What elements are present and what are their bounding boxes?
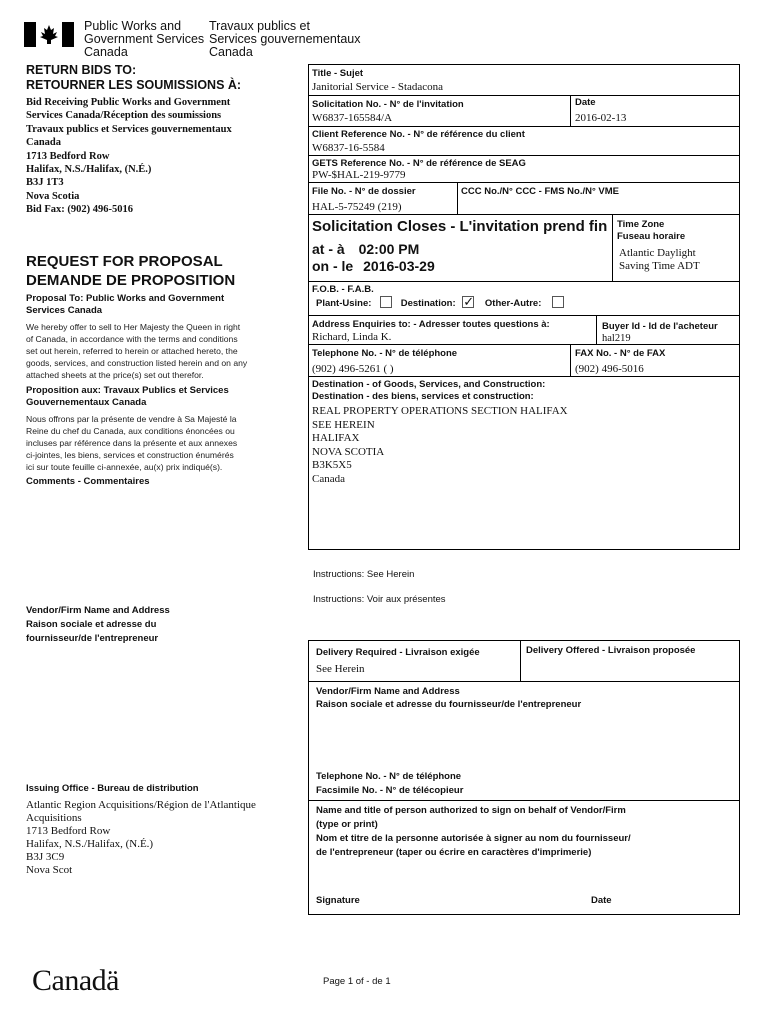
vendor-telephone-label: Telephone No. - N° de téléphone	[316, 771, 462, 782]
destination-checkbox[interactable]	[462, 293, 475, 309]
destination-goods-label: Destination - of Goods, Services, and Construction: Destination - des biens, services et construction:	[312, 379, 546, 402]
issuing-office-address: Atlantic Region Acquisitions/Région de l'Atlantique Acquisitions 1713 Bedford Row Halifax, N.S./Halifax, (N.É.) B3J 3C9 Nova Scot	[26, 799, 256, 876]
closing-date-value: 2016-03-29	[363, 258, 435, 274]
vendor-name-field[interactable]	[314, 714, 734, 766]
header-en-department: Public Works and Government Services Canada	[84, 19, 205, 59]
solicitation-closes-title: Solicitation Closes - L'invitation prend fin	[312, 218, 608, 235]
timezone-value: Atlantic Daylight Saving Time ADT	[619, 247, 700, 272]
solicitation-no-label: Solicitation No. - N° de l'invitation	[312, 99, 464, 110]
vendor-name-label: Vendor/Firm Name and Address Raison sociale et adresse du fournisseur/de l'entrepreneur	[316, 686, 582, 710]
page-number: Page 1 of - de 1	[323, 976, 391, 987]
other-checkbox[interactable]	[552, 296, 564, 308]
checkmark-icon: ✓	[463, 293, 475, 309]
instructions-en: Instructions: See Herein	[313, 569, 415, 580]
delivery-required-label: Delivery Required - Livraison exigée	[316, 647, 480, 658]
comments-label: Comments - Commentaires	[26, 476, 150, 487]
ccc-no-label: CCC No./N° CCC - FMS No./N° VME	[461, 186, 620, 197]
authorized-person-field[interactable]	[314, 862, 734, 890]
closing-time	[312, 241, 419, 257]
destination-label: Destination:	[400, 298, 456, 309]
telephone-value: (902) 496-5261 ( )	[312, 363, 394, 375]
other-label: Other-Autre:	[484, 298, 542, 309]
closing-time-value: 02:00 PM	[358, 241, 420, 257]
proposal-to-text: We hereby offer to sell to Her Majesty the Queen in right of Canada, in accordance with the terms and conditions set out herein, referred to herein or attached hereto, the goods, services, and construction listed herein and on any attached sheets at the price(s) set out therefor.	[26, 322, 248, 380]
return-bids-address: Bid Receiving Public Works and Government Services Canada/Réception des soumissions Travaux publics et Services gouvernementaux Canada 1713 Bedford Row Halifax, N.S./Halifax, (N.É.) B3J 1T3 Nova Scotia Bid Fax: (902) 496-5016	[26, 97, 232, 216]
fob-options	[316, 293, 564, 309]
title-value: Janitorial Service - Stadacona	[312, 81, 444, 93]
date-value: 2016-02-13	[575, 112, 627, 124]
telephone-label: Telephone No. - N° de téléphone	[312, 348, 458, 359]
header-fr-department: Travaux publics et Services gouvernementaux Canada	[209, 19, 361, 59]
proposal-to-label: Proposal To: Public Works and Government Services Canada	[26, 293, 225, 316]
address-enquiries-label: Address Enquiries to: - Adresser toutes questions à:	[312, 319, 550, 330]
file-no-value: HAL-5-75249 (219)	[312, 201, 402, 213]
vendor-facsimile-label: Facsimile No. - N° de télécopieur	[316, 785, 464, 796]
rfp-title: REQUEST FOR PROPOSAL DEMANDE DE PROPOSITION	[26, 253, 236, 289]
date-label: Date	[575, 97, 596, 108]
return-bids-title: RETURN BIDS TO: RETOURNER LES SOUMISSIONS À:	[26, 63, 242, 92]
vendor-left-label: Vendor/Firm Name and Address Raison sociale et adresse du fournisseur/de l'entrepreneur	[26, 605, 170, 644]
canada-flag-icon	[24, 22, 74, 47]
client-ref-label: Client Reference No. - N° de référence du client	[312, 129, 525, 140]
address-enquiries-value: Richard, Linda K.	[312, 331, 392, 343]
fob-label: F.O.B. - F.A.B.	[312, 284, 374, 295]
issuing-office-label: Issuing Office - Bureau de distribution	[26, 783, 199, 794]
buyer-id-value: hal219	[602, 333, 631, 344]
proposition-text: Nous offrons par la présente de vendre à Sa Majesté la Reine du chef du Canada, aux conditions énoncées ou incluses par référence dans la présente et aux annexes ci-jointes, les biens, services et construction énumérés ici sur toute feuille ci-annexée, au(x) prix indiqué(s).	[26, 414, 238, 472]
on-label: on - le	[312, 258, 354, 274]
delivery-offered-label: Delivery Offered - Livraison proposée	[526, 645, 696, 656]
plant-label: Plant-Usine:	[316, 298, 372, 309]
plant-checkbox[interactable]	[380, 296, 392, 308]
gets-ref-label: GETS Reference No. - N° de référence de SEAG	[312, 158, 526, 169]
instructions-fr: Instructions: Voir aux présentes	[313, 594, 446, 605]
canada-wordmark: Canadä	[32, 964, 119, 997]
at-label: at - à	[312, 241, 345, 257]
buyer-id-label: Buyer Id - Id de l'acheteur	[602, 321, 718, 332]
authorized-person-label: Name and title of person authorized to sign on behalf of Vendor/Firm (type or print) Nom et titre de la personne autorisée à signer au nom du fournisseur/ de l'entrepreneur (taper ou écrire en caractères d'imprimerie)	[316, 805, 631, 858]
destination-goods-address: REAL PROPERTY OPERATIONS SECTION HALIFAX SEE HEREIN HALIFAX NOVA SCOTIA B3K5X5 Canada	[312, 405, 568, 485]
client-ref-value: W6837-16-5584	[312, 142, 385, 154]
title-label: Title - Sujet	[312, 68, 364, 79]
fax-label: FAX No. - N° de FAX	[575, 348, 666, 359]
signature-date-label: Date	[591, 895, 612, 906]
proposition-label: Proposition aux: Travaux Publics et Services Gouvernementaux Canada	[26, 385, 229, 408]
closing-date	[312, 258, 435, 274]
delivery-required-value: See Herein	[316, 663, 365, 675]
signature-label: Signature	[316, 895, 360, 906]
gets-ref-value: PW-$HAL-219-9779	[312, 169, 406, 181]
solicitation-no-value: W6837-165584/A	[312, 112, 393, 124]
fax-value: (902) 496-5016	[575, 363, 644, 375]
file-no-label: File No. - N° de dossier	[312, 186, 416, 197]
timezone-label: Time Zone Fuseau horaire	[617, 219, 686, 242]
